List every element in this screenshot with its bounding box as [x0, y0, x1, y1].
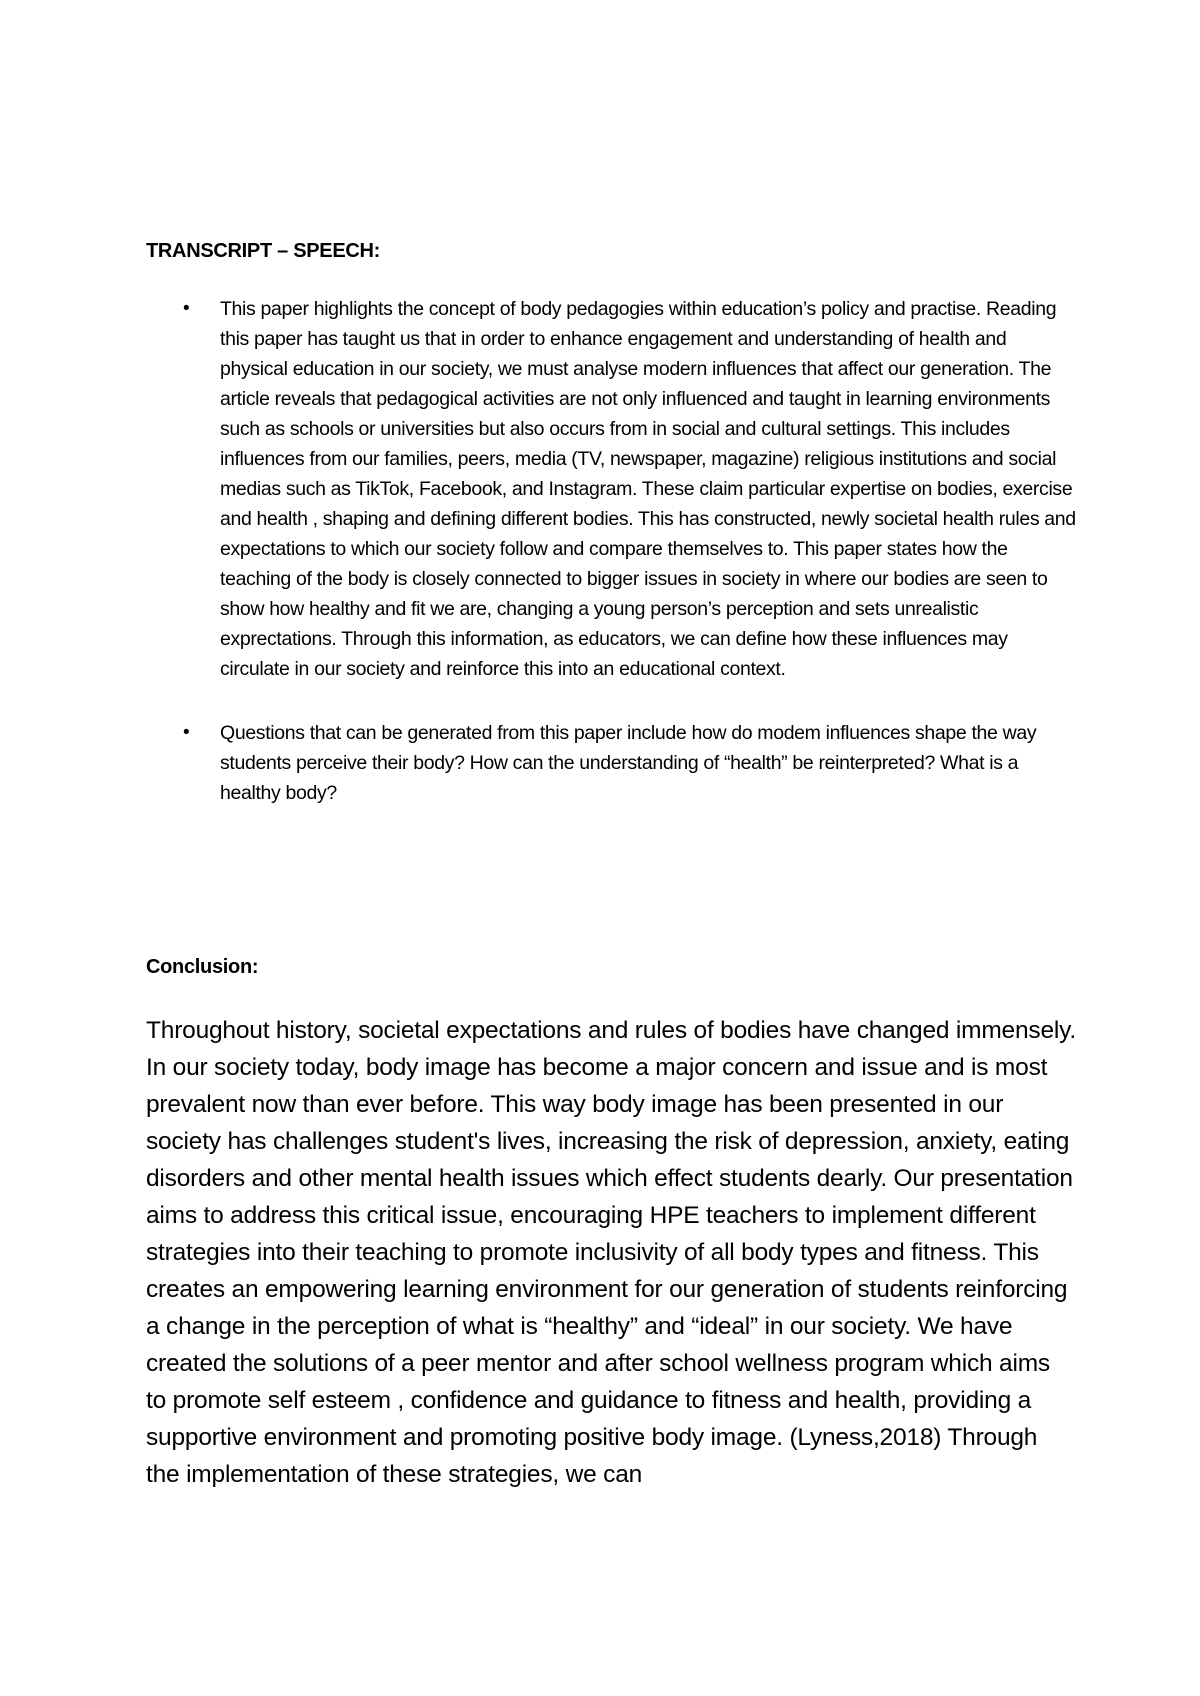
conclusion-paragraph: Throughout history, societal expectations and rules of bodies have changed immensely. In our society today, body image has become a major concern and issue and is most prevalent now than ever before. This way body image has been presented in our society has challenges student's lives, increasing the risk of depression, anxiety, eating disorders and other mental health issues which effect students dearly. Our presentation aims to address this critical issue, encouraging HPE teachers to implement different strategies into their teaching to promote inclusivity of all body types and fitness. This creates an empowering learning environment for our generation of students reinforcing a change in the perception of what is “healthy” and “ideal” in our society. We have created the solutions of a peer mentor and after school wellness program which aims to promote self esteem , confidence and guidance to fitness and health, providing a supportive environment and promoting positive body image. (Lyness,2018) Through the implementation of these strategies, we can — [146, 1017, 1076, 1488]
transcript-heading: TRANSCRIPT – SPEECH: — [146, 240, 381, 262]
bullet-text: Questions that can be generated from this paper include how do modem influences shape the way students perceive their body? How can the understanding of “health” be reinterpreted? What is a healthy body? — [220, 722, 1037, 804]
bullet-item-summary — [146, 294, 1076, 684]
bullet-dot-icon: • — [183, 298, 190, 319]
bullet-text: This paper highlights the concept of body pedagogies within education’s policy and practise. Reading this paper has taught us that in order to enhance engagement and understanding of health and physical education in our society, we must analyse modern influences that affect our generation. The article reveals that pedagogical activities are not only influenced and taught in learning environments such as schools or universities but also occurs from in social and cultural settings. This includes influences from our families, peers, media (TV, newspaper, magazine) religious institutions and social medias such as TikTok, Facebook, and Instagram. These claim particular expertise on bodies, exercise and health , shaping and defining different bodies. This has constructed, newly societal health rules and expectations to which our society follow and compare themselves to. This paper states how the teaching of the body is closely connected to bigger issues in society in where our bodies are seen to show how healthy and fit we are, changing a young person’s perception and sets unrealistic exprectations. Through this information, as educators, we can define how these influences may circulate in our society and reinforce this into an educational context. — [220, 298, 1076, 680]
transcript-bullet-list — [146, 294, 1076, 842]
bullet-dot-icon: • — [183, 722, 190, 743]
bullet-item-questions — [146, 718, 1076, 808]
conclusion-heading: Conclusion: — [146, 956, 259, 978]
